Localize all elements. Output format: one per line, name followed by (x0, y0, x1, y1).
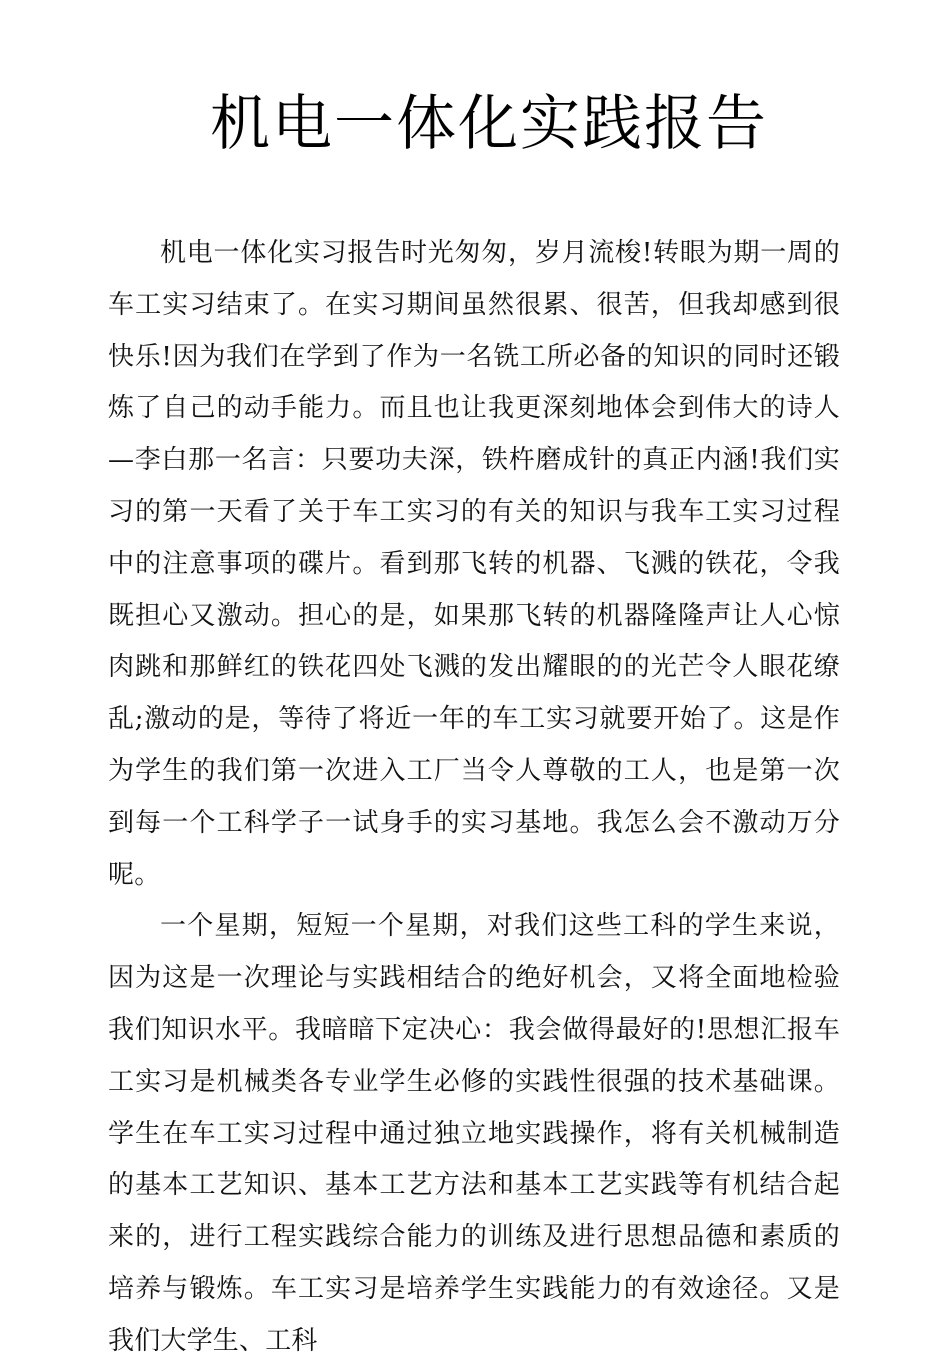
paragraph-2: 一个星期，短短一个星期，对我们这些工科的学生来说，因为这是一次理论与实践相结合的绝好机会，又将全面地检验我们知识水平。我暗暗下定决心：我会做得最好的!思想汇报车工实习是机械类各专业学生必修的实践性很强的技术基础课。学生在车工实习过程中通过独立地实践操作，将有关机械制造的基本工艺知识、基本工艺方法和基本工艺实践等有机结合起来的，进行工程实践综合能力的训练及进行思想品德和素质的培养与锻炼。车工实习是培养学生实践能力的有效途径。又是我们大学生、工科 (108, 911, 840, 1356)
paragraph-1: 机电一体化实习报告时光匆匆，岁月流梭!转眼为期一周的车工实习结束了。在实习期间虽然很累、很苦，但我却感到很快乐!因为我们在学到了作为一名铣工所必备的知识的同时还锻炼了自己的动手能力。而且也让我更深刻地体会到伟大的诗人—李白那一名言：只要功夫深，铁杵磨成针的真正内涵!我们实习的第一天看了关于车工实习的有关的知识与我车工实习过程中的注意事项的碟片。看到那飞转的机器、飞溅的铁花，令我既担心又激动。担心的是，如果那飞转的机器隆隆声让人心惊肉跳和那鲜红的铁花四处飞溅的发出耀眼的的光芒令人眼花缭乱;激动的是，等待了将近一年的车工实习就要开始了。这是作为学生的我们第一次进入工厂当令人尊敬的工人，也是第一次到每一个工科学子一试身手的实习基地。我怎么会不激动万分呢。 (108, 238, 840, 890)
document-title: 机电一体化实践报告 (210, 89, 768, 159)
document-body (108, 228, 840, 1368)
